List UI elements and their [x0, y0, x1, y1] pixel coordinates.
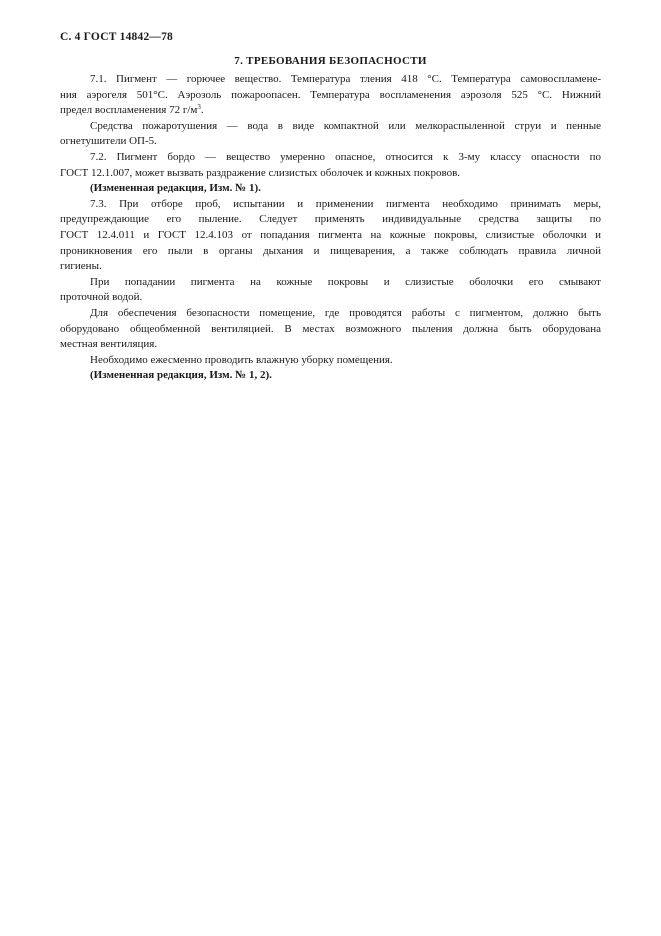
running-header: С. 4 ГОСТ 14842—78 — [60, 31, 173, 43]
paragraph-line: предупреждающие его пыление. Следует применять индивидуальные средства защиты по — [60, 213, 601, 226]
paragraph-line: ния аэрогеля 501°С. Аэрозоль пожароопасен. Температура воспламенения аэрозоля 525 °С. Нижний — [60, 88, 601, 101]
line-text: предел воспламенения 72 г/м — [60, 104, 198, 117]
paragraph-line: 7.3. При отборе проб, испытании и применении пигмента необходимо принимать меры, — [90, 197, 601, 210]
paragraph-7-2 — [60, 150, 601, 181]
paragraph-line: проточной водой. — [60, 291, 143, 304]
paragraph-7-1 — [60, 72, 601, 119]
paragraph-line: 7.1. Пигмент — горючее вещество. Температура тления 418 °С. Температура самовоспламене- — [90, 73, 601, 85]
paragraph-line: 7.2. Пигмент бордо — вещество умеренно опасное, относится к 3-му классу опасности по — [90, 150, 601, 163]
paragraph-line: Средства пожаротушения — вода в виде компактной или мелкораспыленной струи и пенные — [90, 119, 601, 132]
paragraph-line: Для обеспечения безопасности помещение, где проводятся работы с пигментом, должно быть — [90, 306, 601, 319]
section-body — [60, 72, 601, 384]
paragraph-line: гигиены. — [60, 260, 102, 273]
paragraph-extinguishing — [60, 119, 601, 150]
line-end: . — [200, 104, 204, 117]
paragraph-line: ГОСТ 12.1.007, может вызвать раздражение слизистых оболочек и кожных покровов. — [60, 166, 461, 179]
paragraph-cleaning: Необходимо ежесменно проводить влажную уборку помещения. — [90, 353, 393, 366]
section-title: 7. ТРЕБОВАНИЯ БЕЗОПАСНОСТИ — [234, 55, 427, 67]
paragraph-line: При попадании пигмента на кожные покровы и слизистые оболочки его смывают — [90, 275, 601, 288]
superscript: 3 — [197, 103, 201, 112]
paragraph-7-3 — [60, 197, 601, 275]
paragraph-line: огнетушители ОП-5. — [60, 135, 157, 148]
paragraph-skin-contact — [60, 275, 601, 306]
paragraph-line — [60, 103, 601, 119]
amendment-note-1: (Измененная редакция, Изм. № 1). — [90, 182, 261, 195]
paragraph-line: местная вентиляция. — [60, 338, 158, 351]
amendment-note-2: (Измененная редакция, Изм. № 1, 2). — [90, 369, 272, 382]
paragraph-line: проникновения его пыли в органы дыхания и пищеварения, а также соблюдать правила личной — [60, 244, 601, 257]
paragraph-line: оборудовано общеобменной вентиляцией. В местах возможного пыления должна быть оборудована — [60, 322, 601, 335]
paragraph-line: ГОСТ 12.4.011 и ГОСТ 12.4.103 от попадания пигмента на кожные покровы, слизистые оболочки и — [60, 228, 601, 241]
paragraph-ventilation — [60, 306, 601, 353]
